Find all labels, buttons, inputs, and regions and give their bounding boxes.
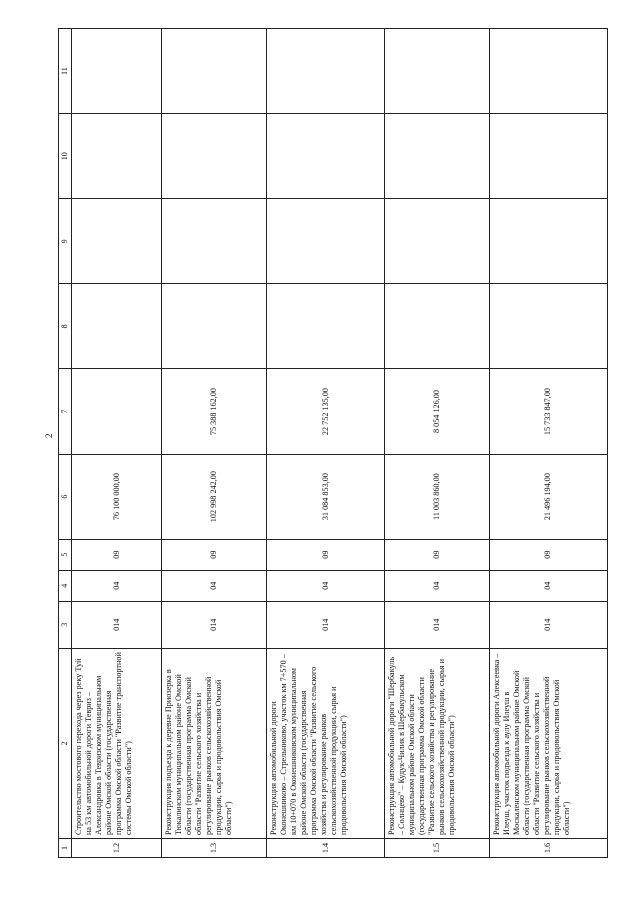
header-cell: 8 (59, 284, 72, 369)
cell-col-3: 014 (266, 601, 384, 648)
row-description: Реконструкция подъезда к деревне Приозерка в Тюкалинском муниципальном районе Омской области (государственная программа Омской области "Развитие сельского хозяйства и регулирование рынков сельскохозяйственной продукции, сырья и продовольствия Омской области") (162, 648, 266, 838)
row-description: Реконструкция автомобильной дороги Оконешниково – Стрельниково, участок км 7+570 – км 10+070 в Оконешниковском муниципальном районе Омской области (государственная программа Омской области "Развитие сельского хозяйства и регулирование рынков сельскохозяйственной продукции, сырья и продовольствия Омской области") (266, 648, 384, 838)
cell-col-8 (266, 284, 384, 369)
cell-col-7: 75 388 162,00 (162, 369, 266, 454)
cell-col-8 (162, 284, 266, 369)
table-row (162, 29, 266, 858)
cell-col-5: 09 (162, 539, 266, 570)
row-index: 1.3 (162, 838, 266, 857)
cell-col-6: 102 998 242,00 (162, 454, 266, 539)
cell-col-9 (72, 199, 162, 284)
header-cell: 7 (59, 369, 72, 454)
cell-col-6: 21 496 194,00 (489, 454, 607, 539)
cell-col-5: 09 (489, 539, 607, 570)
cell-col-10 (162, 114, 266, 199)
row-index: 1.4 (266, 838, 384, 857)
header-cell: 6 (59, 454, 72, 539)
row-description: Строительство мостового перехода через реку Туй на 53 км автомобильной дороги Тевриз – Александровка в Тевризском муниципальном районе Омской области (государственная программа Омской области "Развитие транспортной системы Омской области") (72, 648, 162, 838)
header-cell: 1 (59, 838, 72, 857)
row-index: 1.5 (385, 838, 489, 857)
row-index: 1.6 (489, 838, 607, 857)
cell-col-5: 09 (385, 539, 489, 570)
cell-col-4: 04 (385, 570, 489, 601)
cell-col-3: 014 (162, 601, 266, 648)
cell-col-7: 8 054 126,00 (385, 369, 489, 454)
cell-col-10 (72, 114, 162, 199)
header-cell: 9 (59, 199, 72, 284)
cell-col-7: 22 752 135,00 (266, 369, 384, 454)
header-cell: 3 (59, 601, 72, 648)
rotated-table-container (58, 28, 608, 858)
cell-col-11 (266, 29, 384, 114)
cell-col-7 (72, 369, 162, 454)
cell-col-9 (266, 199, 384, 284)
header-cell: 4 (59, 570, 72, 601)
cell-col-4: 04 (489, 570, 607, 601)
table-row (489, 29, 607, 858)
cell-col-4: 04 (162, 570, 266, 601)
table-row (266, 29, 384, 858)
cell-col-8 (72, 284, 162, 369)
header-cell: 10 (59, 114, 72, 199)
cell-col-3: 014 (489, 601, 607, 648)
cell-col-6: 11 003 860,00 (385, 454, 489, 539)
cell-col-3: 014 (385, 601, 489, 648)
cell-col-4: 04 (266, 570, 384, 601)
cell-col-9 (489, 199, 607, 284)
cell-col-6: 76 100 000,00 (72, 454, 162, 539)
cell-col-11 (72, 29, 162, 114)
header-cell: 5 (59, 539, 72, 570)
header-row (59, 29, 72, 858)
cell-col-9 (162, 199, 266, 284)
cell-col-10 (489, 114, 607, 199)
cell-col-10 (385, 114, 489, 199)
cell-col-11 (162, 29, 266, 114)
table-row (385, 29, 489, 858)
cell-col-3: 014 (72, 601, 162, 648)
cell-col-11 (489, 29, 607, 114)
row-description: Реконструкция автомобильной дороги "Шербакуль – Солнцево" – Кудук-Чилик в Шербакульском муниципальном районе Омской области (государственная программа Омской области "Развитие сельского хозяйства и регулирование рынков сельскохозяйственной продукции, сырья и продовольствия Омской области") (385, 648, 489, 838)
cell-col-7: 15 733 847,00 (489, 369, 607, 454)
cell-col-4: 04 (72, 570, 162, 601)
cell-col-10 (266, 114, 384, 199)
table-row (72, 29, 162, 858)
cell-col-5: 09 (72, 539, 162, 570)
header-cell: 11 (59, 29, 72, 114)
page-number: 2 (44, 433, 54, 438)
cell-col-8 (385, 284, 489, 369)
cell-col-6: 31 084 853,00 (266, 454, 384, 539)
row-index: 1.2 (72, 838, 162, 857)
budget-table (58, 28, 608, 858)
cell-col-5: 09 (266, 539, 384, 570)
cell-col-8 (489, 284, 607, 369)
cell-col-11 (385, 29, 489, 114)
header-cell: 2 (59, 648, 72, 838)
row-description: Реконструкция автомобильной дороги Алексеевка – Илеуш, участок подъезда к аулу Илеуш в Москаленском муниципальном районе Омской области (государственная программа Омской области "Развитие сельского хозяйства и регулирование рынков сельскохозяйственной продукции, сырья и продовольствия Омской области") (489, 648, 607, 838)
cell-col-9 (385, 199, 489, 284)
